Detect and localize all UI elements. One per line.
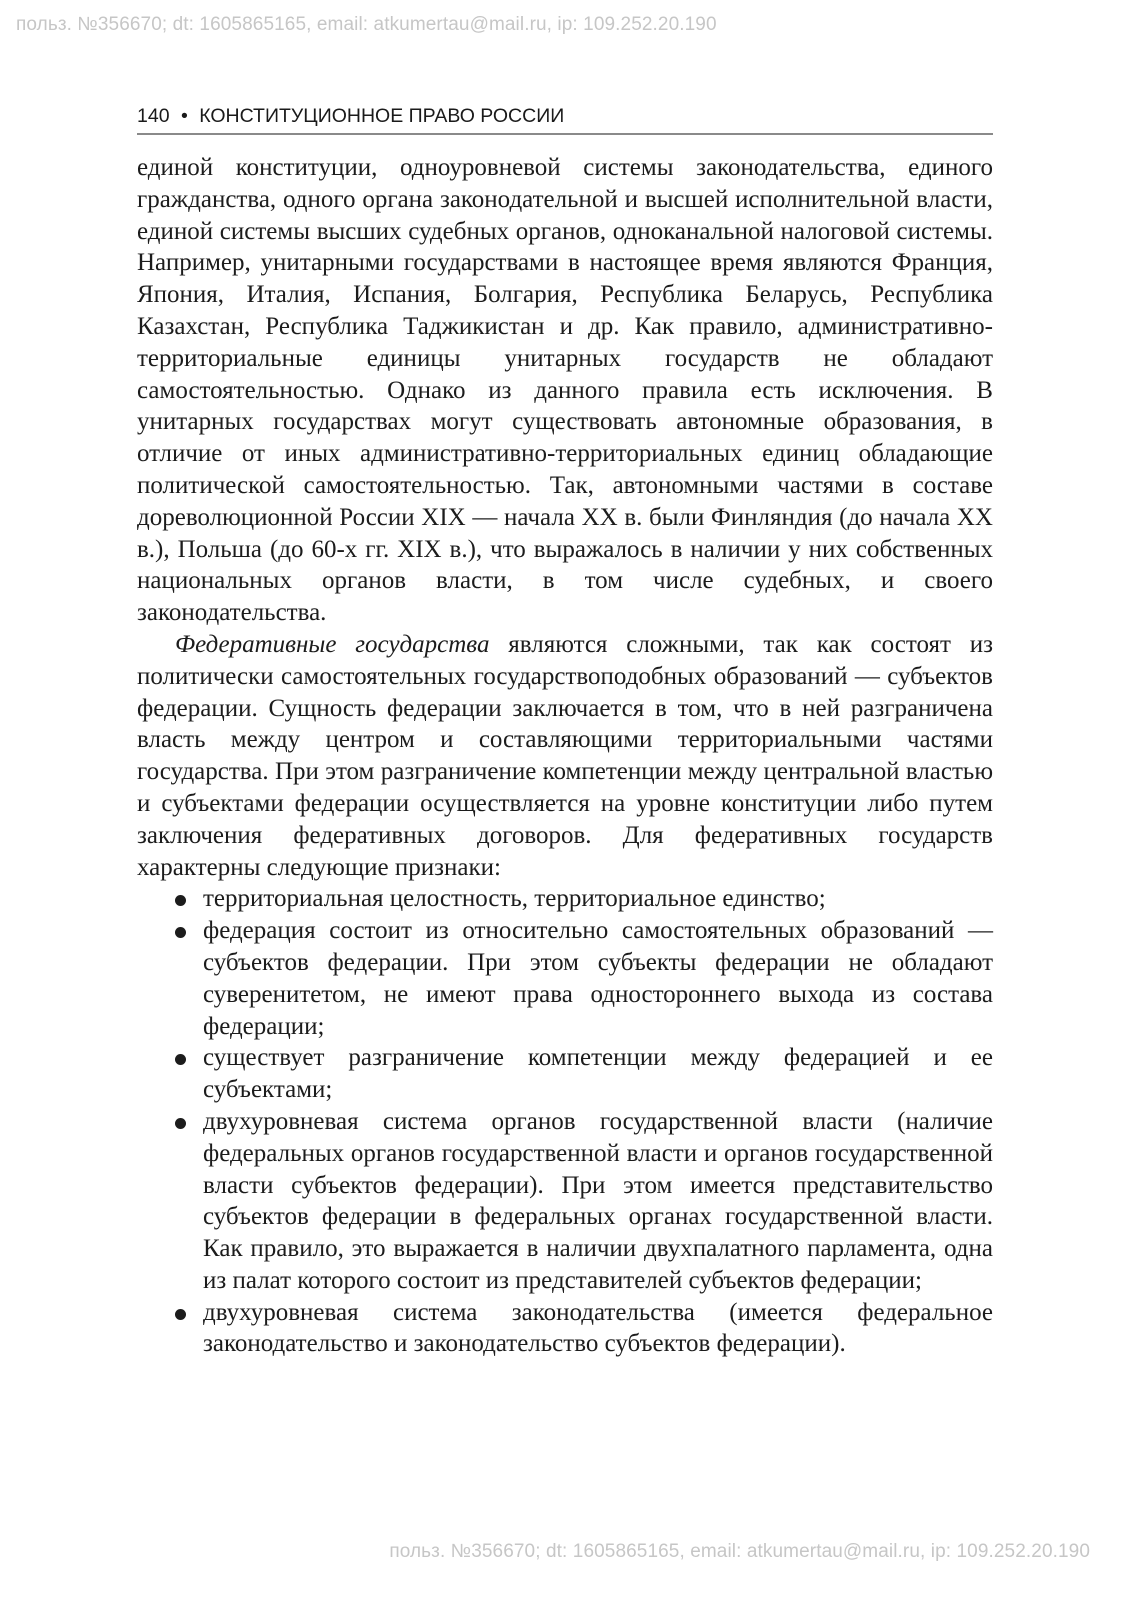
list-item [137,1106,993,1297]
list-item-text: существует разграничение компетенции между федерацией и ее субъектами; [203,1044,993,1104]
term-federative-states: Федеративные государства [175,630,490,658]
paragraph-federative-text: являются сложными, так как состоят из политически самостоятельных государствоподобных образований — субъектов федерации. Сущность федерации заключается в том, что в ней разграничена власть между центром и составляющими территориальными частями государства. При этом разграничение компетенции между центральной властью и субъектами федерации осуществляется на уровне конституции либо путем заключения федеративных договоров. Для федеративных государств характерны следующие признаки: [137,630,993,881]
list-item [137,1297,993,1361]
federation-features-list [137,883,993,1360]
page-body [137,152,993,1360]
running-head [137,105,993,135]
list-item [137,1042,993,1106]
header-separator: • [180,105,188,127]
bullet-icon [175,895,186,906]
list-item-text: двухуровневая система законодательства (имеется федеральное законодательство и законодательство субъектов федерации). [203,1298,993,1358]
bullet-icon [175,927,186,938]
running-head-title: КОНСТИТУЦИОННОЕ ПРАВО РОССИИ [199,105,565,127]
list-item-text: федерация состоит из относительно самостоятельных образований — субъектов федерации. При этом субъекты федерации не обладают суверенитетом, не имеют права одностороннего выхода из состава федерации; [203,917,993,1040]
list-item-text: двухуровневая система органов государственной власти (наличие федеральных органов государственной власти и органов государственной власти субъектов федерации). При этом имеется представительство субъектов федерации в федеральных органах государственной власти. Как правило, это выражается в наличии двухпалатного парламента, одна из палат которого состоит из представителей субъектов федерации; [203,1107,993,1294]
list-item-text: территориальная целостность, территориальное единство; [203,885,826,913]
list-item [137,883,993,915]
bullet-icon [175,1309,186,1320]
page-number: 140 [137,105,170,127]
list-item [137,915,993,1042]
watermark-top: польз. №356670; dt: 1605865165, email: atkumertau@mail.ru, ip: 109.252.20.190 [16,14,717,35]
bullet-icon [175,1118,186,1129]
paragraph-federative [137,629,993,883]
paragraph-unitary-continued: единой конституции, одноуровневой системы законодательства, единого гражданства, одного органа законодательной и высшей исполнительной власти, единой системы высших судебных органов, одноканальной налоговой системы. Например, унитарными государствами в настоящее время являются Франция, Япония, Италия, Испания, Болгария, Республика Беларусь, Республика Казахстан, Республика Таджикистан и др. Как правило, административно-территориальные единицы унитарных государств не обладают самостоятельностью. Однако из данного правила есть исключения. В унитарных государствах могут существовать автономные образования, в отличие от иных административно-территориальных единиц обладающие политической самостоятельностью. Так, автономными частями в составе дореволюционной России XIX — начала XX в. были Финляндия (до начала XX в.), Польша (до 60-х гг. XIX в.), что выражалось в наличии у них собственных национальных органов власти, в том числе судебных, и своего законодательства. [137,154,993,627]
watermark-bottom: польз. №356670; dt: 1605865165, email: atkumertau@mail.ru, ip: 109.252.20.190 [389,1541,1090,1562]
bullet-icon [175,1054,186,1065]
